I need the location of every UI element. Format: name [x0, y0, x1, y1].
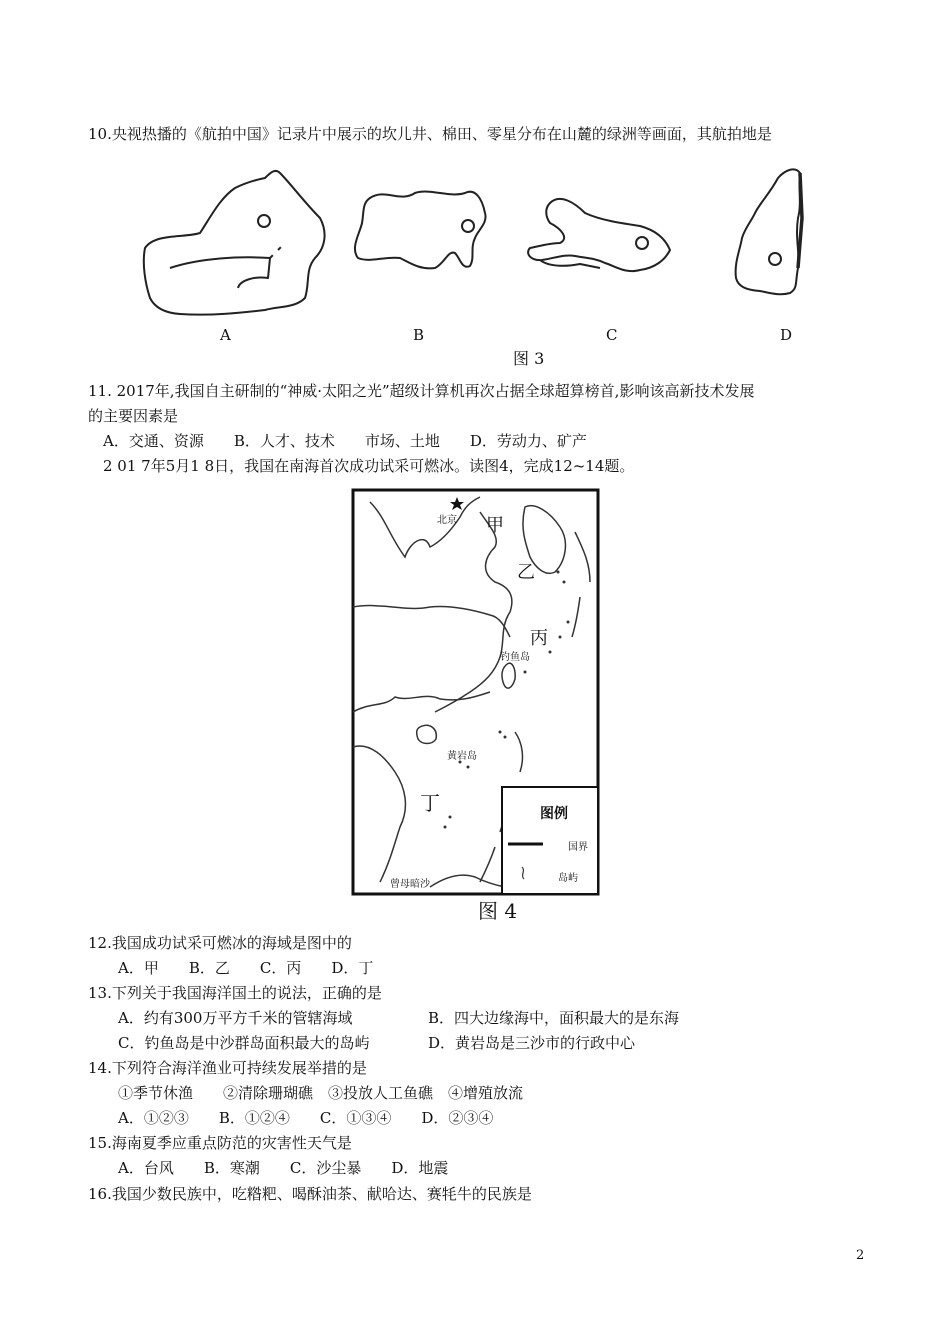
option-label-b: B: [413, 326, 425, 344]
label-bing: 丙: [530, 628, 548, 649]
figure-4: [350, 487, 606, 927]
q13-option-a: A．约有300万平方千米的管辖海域: [118, 1009, 353, 1027]
label-jia: 甲: [486, 515, 504, 536]
figure-3-maps: [130, 158, 850, 368]
label-ding: 丁: [420, 791, 440, 815]
page-number: 2: [856, 1248, 865, 1263]
map-a-outline: [144, 171, 325, 315]
q12-options: A．甲 B．乙 C．丙 D．丁: [118, 959, 374, 977]
q13-option-c: C．钓鱼岛是中沙群岛面积最大的岛屿: [118, 1034, 370, 1052]
q16-stem: 16.我国少数民族中，吃糌粑、喝酥油茶、献哈达、赛牦牛的民族是: [88, 1185, 532, 1203]
q11-stem-line2: 的主要因素是: [88, 407, 179, 425]
label-beijing: 北京: [437, 515, 457, 526]
option-label-d: D: [780, 326, 793, 344]
label-diaoyu: 钓鱼岛: [500, 652, 530, 663]
intro-12-14: 2 01 7年5月1 8日，我国在南海首次成功试采可燃冰。读图4，完成12~14题。: [103, 457, 635, 475]
legend-title: 图例: [540, 806, 568, 822]
q10-stem: 10.央视热播的《航拍中国》记录片中展示的坎儿井、棉田、零星分布在山麓的绿洲等画面，其航拍地是: [88, 125, 772, 143]
q15-stem: 15.海南夏季应重点防范的灾害性天气是: [88, 1134, 352, 1152]
map-c-marker: [636, 237, 648, 249]
legend-border-label: 国界: [568, 842, 588, 853]
map-c-inner: [540, 260, 600, 268]
figure-3: [130, 158, 850, 368]
map-a-marker: [258, 215, 270, 227]
map-d-outline: [736, 169, 800, 294]
map-a-dash: [270, 246, 282, 258]
q15-options: A．台风 B．寒潮 C．沙尘暴 D．地震: [118, 1159, 449, 1177]
figure-3-caption: 图 3: [513, 349, 545, 368]
figure-4-map: [350, 487, 606, 927]
q14-stem: 14.下列符合海洋渔业可持续发展举措的是: [88, 1059, 367, 1077]
legend-island-label: 岛屿: [558, 873, 578, 884]
q12-stem: 12.我国成功试采可燃冰的海域是图中的: [88, 934, 352, 952]
q13-option-b: B．四大边缘海中，面积最大的是东海: [428, 1009, 680, 1027]
option-label-a: A: [220, 326, 231, 344]
q13-option-d: D．黄岩岛是三沙市的行政中心: [428, 1034, 636, 1052]
option-label-c: C: [606, 326, 618, 344]
map-d-marker: [769, 253, 781, 265]
q14-items: ①季节休渔 ②清除珊瑚礁 ③投放人工鱼礁 ④增殖放流: [118, 1084, 524, 1102]
figure-4-caption: 图 4: [478, 899, 518, 923]
map-c-outline: [528, 199, 670, 271]
label-yi: 乙: [517, 562, 535, 583]
q13-stem: 13.下列关于我国海洋国土的说法，正确的是: [88, 984, 382, 1002]
q14-options: A．①②③ B．①②④ C．①③④ D．②③④: [118, 1109, 494, 1127]
q11-options: A．交通、资源 B．人才、技术 市场、土地 D．劳动力、矿产: [103, 432, 587, 450]
q11-stem-line1: 11. 2017年,我国自主研制的“神威·太阳之光”超级计算机再次占据全球超算榜首,影响该高新技术发展: [88, 382, 755, 400]
label-huangyan: 黄岩岛: [447, 751, 477, 762]
label-zengmu: 曾母暗沙: [390, 879, 430, 890]
map-a-inner: [170, 257, 270, 288]
map-b-marker: [462, 220, 474, 232]
